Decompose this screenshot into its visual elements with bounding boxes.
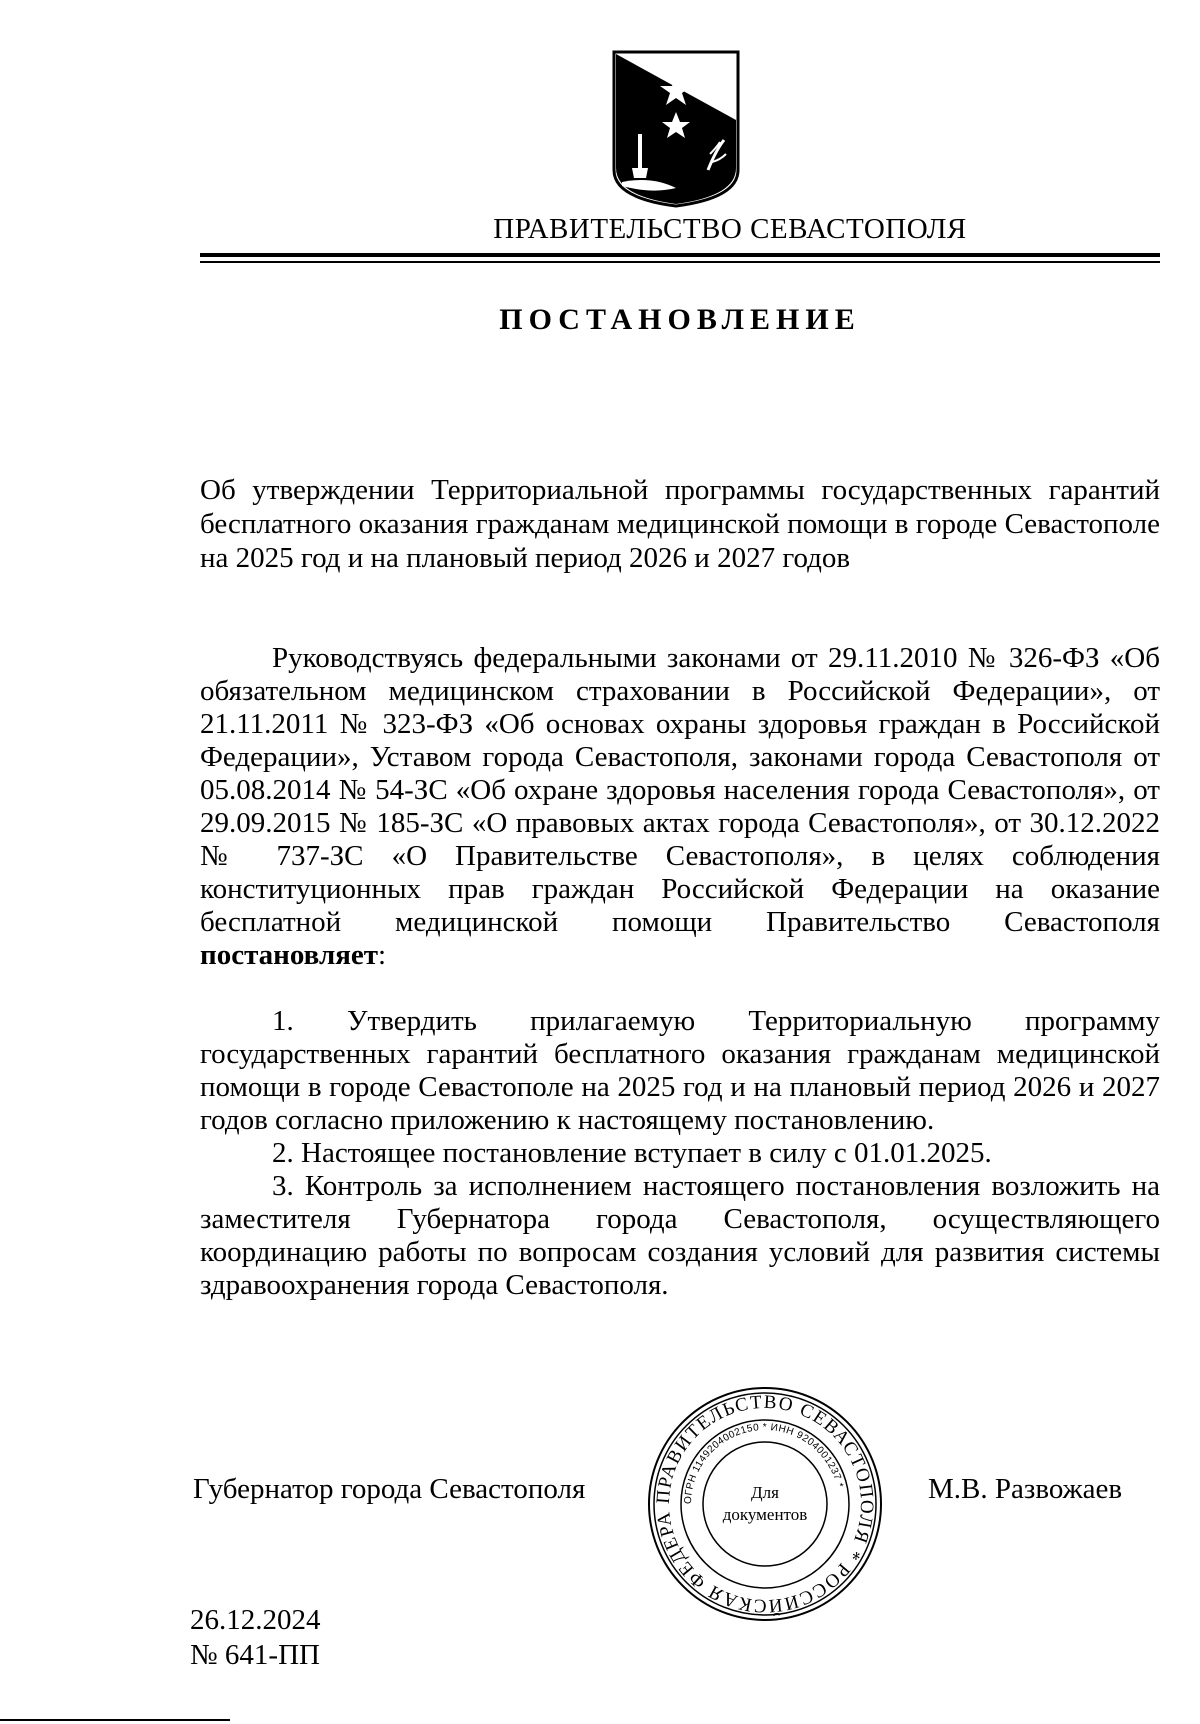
header-rule-thin xyxy=(200,261,1160,263)
resolves-word: постановляет xyxy=(200,939,379,971)
document-subject: Об утверждении Территориальной программы государственных гарантий бесплатного оказания гражданам медицинской помощи в городе Севастополе на 2025 год и на плановый период 2026 и 2027 годов xyxy=(200,474,1160,574)
sevastopol-coat-of-arms-icon xyxy=(612,50,740,208)
document-date: 26.12.2024 xyxy=(190,1604,321,1636)
footer-rule xyxy=(0,1719,230,1721)
official-stamp xyxy=(645,1384,885,1624)
stamp-center-line1: Для xyxy=(751,1483,779,1502)
document-type-title: ПОСТАНОВЛЕНИЕ xyxy=(499,303,861,336)
stamp-seal-icon xyxy=(645,1384,885,1624)
document-number: № 641-ПП xyxy=(190,1639,320,1671)
preamble-text: Руководствуясь федеральными законами от 29.11.2010 № 326-ФЗ «Об обязательном медицинском страховании в Российской Федерации», от 21.11.2011 № 323-ФЗ «Об основах охраны здоровья граждан в Российской Федерации», Уставом города Севастополя, законами города Севастополя от 05.08.2014 № 54-ЗС «Об охране здоровья населения города Севастополя», от 29.09.2015 № 185-ЗС «О правовых актах города Севастополя», от 30.12.2022 № 737-ЗС «О Правительстве Севастополя», в целях соблюдения конституционных прав граждан Российской Федерации на оказание бесплатной медицинской помощи Правительство Севастополя xyxy=(200,642,1160,938)
preamble-colon: : xyxy=(378,939,387,971)
point-3: 3. Контроль за исполнением настоящего постановления возложить на заместителя Губернатора города Севастополя, осуществляющего координацию работы по вопросам создания условий для развития системы здравоохранения города Севастополя. xyxy=(200,1170,1160,1301)
point-2: 2. Настоящее постановление вступает в силу с 01.01.2025. xyxy=(272,1137,992,1169)
stamp-outer-text: ПРАВИТЕЛЬСТВО СЕВАСТОПОЛЯ * РОССИЙСКАЯ ФЕДЕРА xyxy=(652,1391,878,1617)
signer-title: Губернатор города Севастополя xyxy=(193,1473,586,1505)
document-body xyxy=(200,642,1160,1302)
organization-title: ПРАВИТЕЛЬСТВО СЕВАСТОПОЛЯ xyxy=(493,213,967,245)
stamp-inner-text: ОГРН 1149204002150 * ИНН 9204001237 * xyxy=(682,1421,846,1505)
preamble-paragraph xyxy=(200,642,1160,972)
stamp-center-line2: документов xyxy=(722,1505,808,1524)
signer-name: М.В. Развожаев xyxy=(928,1473,1123,1505)
point-1: 1. Утвердить прилагаемую Территориальную программу государственных гарантий бесплатного оказания гражданам медицинской помощи в городе Севастополе на 2025 год и на плановый период 2026 и 2027 годов согласно приложению к настоящему постановлению. xyxy=(200,1005,1160,1136)
coat-of-arms-emblem xyxy=(612,50,740,208)
header-rule-thick xyxy=(200,253,1160,257)
